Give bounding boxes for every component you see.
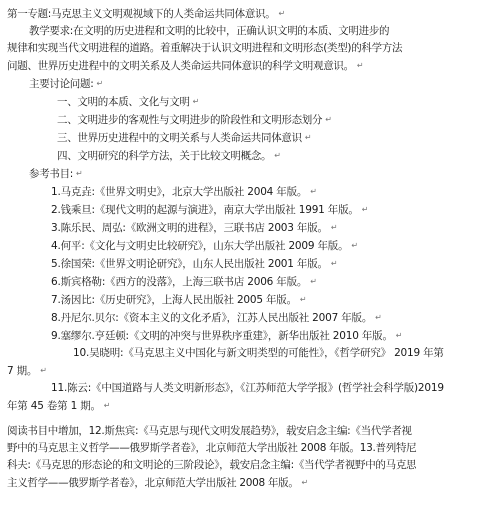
discussion-item: 四、文明研究的科学方法，关于比较文明概念。 ↵	[7, 147, 482, 165]
paragraph-mark-icon: ↵	[351, 241, 358, 250]
paragraph-mark-icon: ↵	[274, 151, 281, 160]
reference-item: 11.陈云:《中国道路与人类文明新形态》，《江苏师范大学学报》(哲学社会科学版)2019	[51, 382, 444, 394]
paragraph-mark-icon: ↵	[330, 259, 338, 268]
discussion-list	[7, 93, 482, 165]
reference-item: 6.斯宾格勒:《西方的没落》，上海三联书店 2006 年版。 ↵	[7, 273, 482, 291]
discussion-item: 二、文明进步的客观性与文明进步的阶段性和文明形态划分 ↵	[7, 111, 482, 129]
paragraph-mark-icon: ↵	[395, 331, 403, 340]
paragraph-mark-icon: ↵	[375, 313, 382, 322]
reference-item: 1.马克垚:《世界文明史》，北京大学出版社 2004 年版。 ↵	[7, 183, 482, 201]
objective-line: 问题、世界历史进程中的文明关系及人类命运共同体意识的科学文明观意识。 ↵	[7, 57, 482, 75]
reference-item: 5.徐国荣:《世界文明论研究》，山东人民出版社 2001 年版。 ↵	[7, 255, 482, 273]
references-title: 参考书目: ↵	[7, 165, 482, 183]
reference-item: 10.吴晓明:《马克思主义中国化与新文明类型的可能性》，《哲学研究》 2019 年第	[73, 347, 444, 359]
paragraph-mark-icon: ↵	[310, 277, 317, 286]
discussion-item: 一、文明的本质、文化与文明 ↵	[7, 93, 482, 111]
reference-item: 4.何平:《文化与文明史比较研究》，山东大学出版社 2009 年版。 ↵	[7, 237, 482, 255]
section-heading: 第一专题:马克思主义文明观视域下的人类命运共同体意识。 ↵	[7, 5, 482, 23]
discussion-title: 主要讨论问题: ↵	[7, 75, 482, 93]
paragraph-mark-icon: ↵	[96, 79, 103, 88]
paragraph-mark-icon: ↵	[325, 115, 332, 124]
addendum-line: 野中的马克思主义哲学——俄罗斯学者卷》，北京师范大学出版社 2008 年版。13.普列特尼	[7, 442, 417, 454]
paragraph-mark-icon: ↵	[361, 205, 369, 214]
paragraph-mark-icon: ↵	[76, 169, 83, 178]
objective-line: 教学要求:在文明的历史进程和文明的比较中，正确认识文明的本质、文明进步的	[29, 25, 390, 37]
paragraph-gap	[7, 415, 482, 423]
paragraph-mark-icon: ↵	[301, 478, 308, 487]
reference-item: 9.塞缪尔.亨廷顿:《文明的冲突与世界秩序重建》，新华出版社 2010 年版。 ↵	[7, 327, 482, 345]
discussion-item: 三、世界历史进程中的文明关系与人类命运共同体意识 ↵	[7, 129, 482, 147]
paragraph-mark-icon: ↵	[40, 366, 47, 375]
paragraph-mark-icon: ↵	[310, 187, 317, 196]
paragraph-mark-icon: ↵	[103, 401, 111, 410]
reference-item-continuation: 年第 45 卷第 1 期。 ↵	[7, 397, 482, 415]
addendum-line: 科夫:《马克思的形态论的和文明论的三阶段论》，载安启念主编:《当代学者视野中的马克思	[7, 459, 417, 471]
paragraph-mark-icon: ↵	[278, 9, 285, 18]
objective-line: 规律和实现当代文明进程的道路。着重解决于认识文明进程和文明形态(类型)的科学方法	[7, 42, 403, 54]
reference-item: 2.钱乘旦:《现代文明的起源与演进》，南京大学出版社 1991 年版。 ↵	[7, 201, 482, 219]
paragraph-mark-icon: ↵	[299, 295, 307, 304]
reference-item-continuation: 7 期。 ↵	[7, 362, 482, 380]
addendum-line: 主义哲学——俄罗斯学者卷》，北京师范大学出版社 2008 年版。 ↵	[7, 474, 482, 492]
teaching-objective	[7, 23, 482, 75]
addendum-paragraph	[7, 423, 482, 492]
reference-item: 7.汤因比:《历史研究》，上海人民出版社 2005 年版。 ↵	[7, 291, 482, 309]
paragraph-mark-icon: ↵	[192, 97, 200, 106]
reference-item: 3.陈乐民、周弘:《欧洲文明的进程》，三联书店 2003 年版。 ↵	[7, 219, 482, 237]
paragraph-mark-icon: ↵	[304, 133, 312, 142]
paragraph-mark-icon: ↵	[330, 223, 338, 232]
reference-item: 8.丹尼尔.贝尔:《资本主义的文化矛盾》，江苏人民出版社 2007 年版。 ↵	[7, 309, 482, 327]
addendum-line: 阅读书目中增加，12.斯焦宾:《马克思与现代文明发展趋势》，载安启念主编:《当代学者视	[7, 425, 412, 437]
reference-list	[7, 183, 482, 415]
paragraph-mark-icon: ↵	[356, 61, 364, 70]
